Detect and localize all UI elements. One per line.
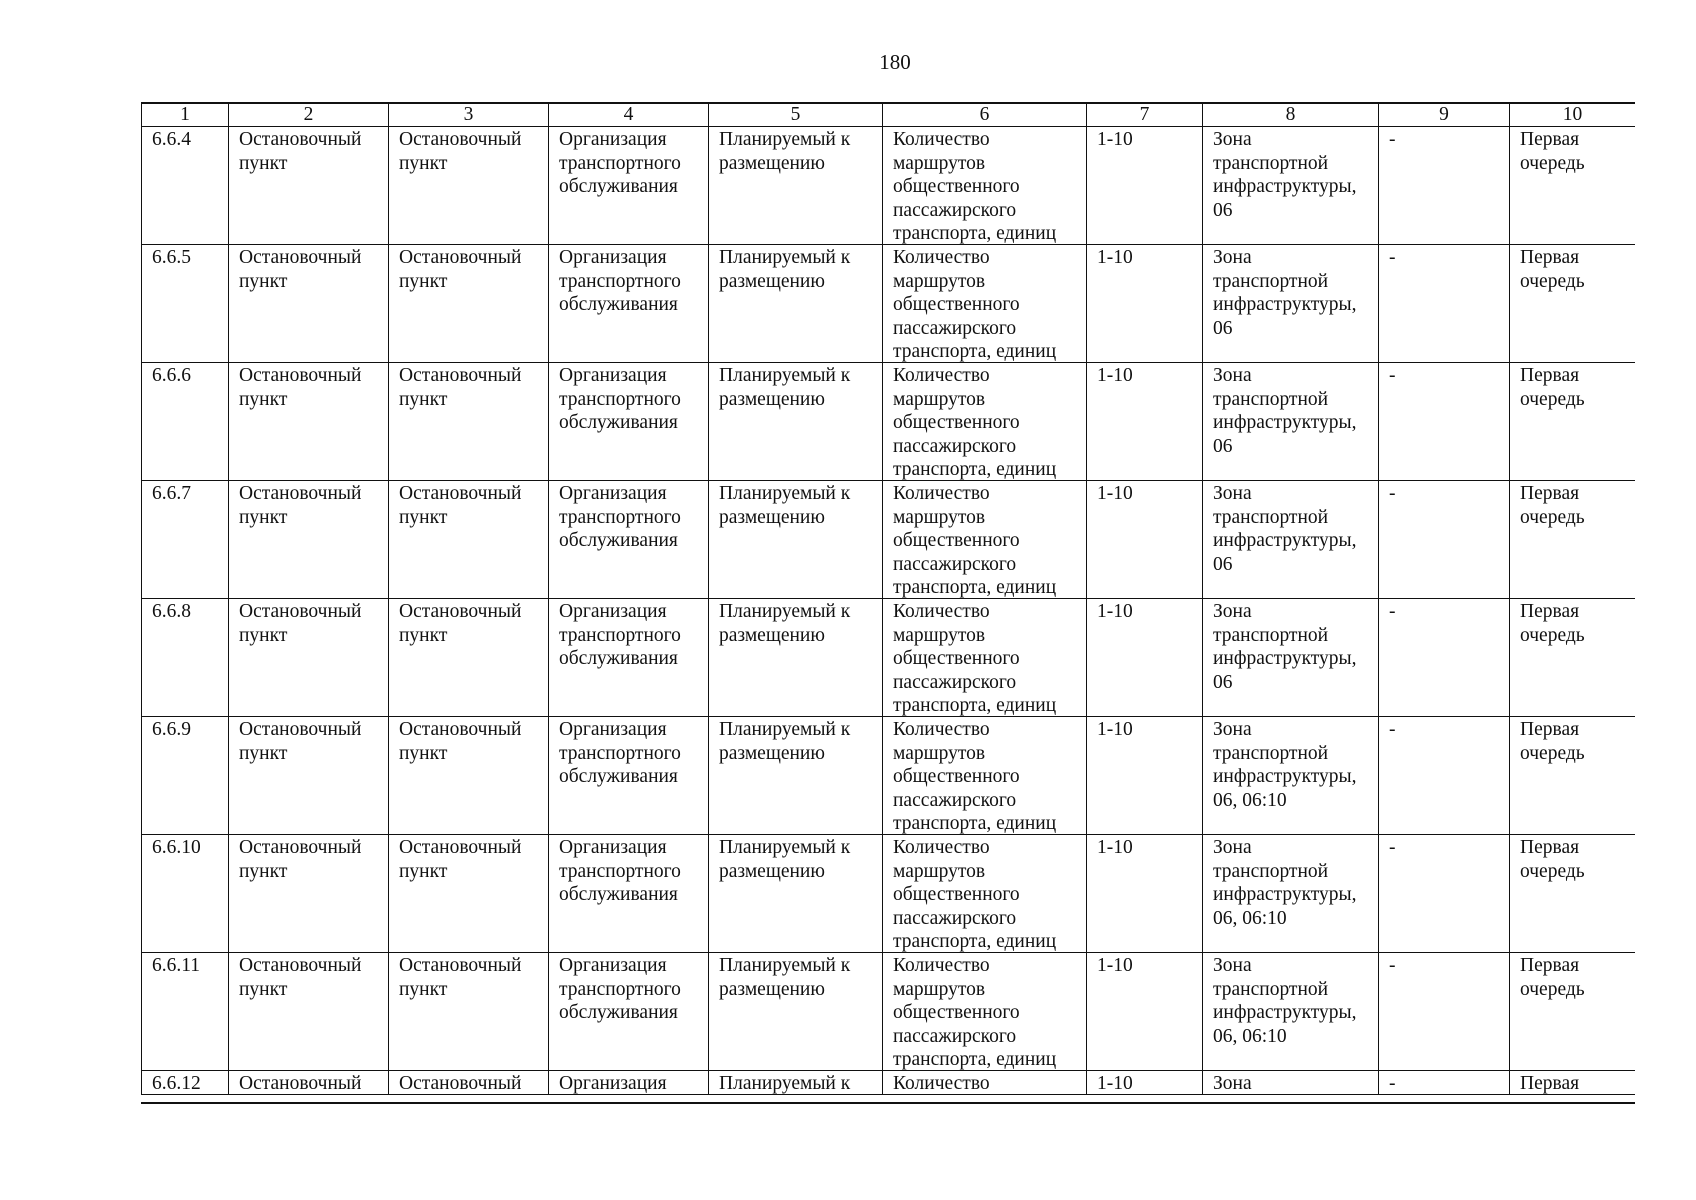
cell-characteristic: Количество маршрутов общественного пассажирского транспорта, единиц xyxy=(883,953,1087,1071)
cell-extra: - xyxy=(1379,245,1510,363)
column-header: 9 xyxy=(1379,103,1510,127)
cell-stage: Первая очередь xyxy=(1510,481,1636,599)
cell-value: 1-10 xyxy=(1087,717,1203,835)
table-row xyxy=(142,1071,1636,1095)
cell-purpose: Организация транспортного обслуживания xyxy=(549,953,709,1071)
cell-stage: Первая очередь xyxy=(1510,953,1636,1071)
table-row xyxy=(142,363,1636,481)
document-table-container xyxy=(141,102,1635,1104)
column-header: 5 xyxy=(709,103,883,127)
cell-type: Остановочный пункт xyxy=(389,127,549,245)
cell-purpose: Организация транспортного обслуживания xyxy=(549,835,709,953)
cell-type: Остановочный пункт xyxy=(389,481,549,599)
cell-zone: Зона транспортной инфраструктуры, 06 xyxy=(1203,245,1379,363)
cell-type: Остановочный пункт xyxy=(389,599,549,717)
cell-status: Планируемый к размещению xyxy=(709,835,883,953)
column-header: 8 xyxy=(1203,103,1379,127)
cell-name: Остановочный пункт xyxy=(229,363,389,481)
cell-status: Планируемый к размещению xyxy=(709,363,883,481)
cell-extra: - xyxy=(1379,1071,1510,1095)
column-header: 4 xyxy=(549,103,709,127)
cell-name: Остановочный пункт xyxy=(229,599,389,717)
cell-zone: Зона транспортной инфраструктуры, 06, 06:10 xyxy=(1203,835,1379,953)
cell-purpose: Организация транспортного обслуживания xyxy=(549,599,709,717)
cell-name: Остановочный пункт xyxy=(229,717,389,835)
cell-stage: Первая очередь xyxy=(1510,245,1636,363)
cell-value: 1-10 xyxy=(1087,599,1203,717)
cell-characteristic: Количество маршрутов общественного пассажирского транспорта, единиц xyxy=(883,363,1087,481)
column-header: 10 xyxy=(1510,103,1636,127)
cell-extra: - xyxy=(1379,599,1510,717)
cell-stage: Первая очередь xyxy=(1510,363,1636,481)
cell-purpose: Организация транспортного обслуживания xyxy=(549,363,709,481)
column-header: 7 xyxy=(1087,103,1203,127)
cell-zone: Зона транспортной инфраструктуры, 06, 06:10 xyxy=(1203,953,1379,1071)
cell-value: 1-10 xyxy=(1087,953,1203,1071)
cell-name: Остановочный пункт xyxy=(229,953,389,1071)
table-row xyxy=(142,245,1636,363)
cell-number: 6.6.4 xyxy=(142,127,229,245)
cell-status: Планируемый к размещению xyxy=(709,599,883,717)
table-row xyxy=(142,953,1636,1071)
cell-value: 1-10 xyxy=(1087,127,1203,245)
table-row xyxy=(142,127,1636,245)
cell-stage: Первая очередь xyxy=(1510,717,1636,835)
cell-number: 6.6.10 xyxy=(142,835,229,953)
column-header: 2 xyxy=(229,103,389,127)
cell-purpose: Организация транспортного обслуживания xyxy=(549,127,709,245)
cell-status: Планируемый к размещению xyxy=(709,245,883,363)
cell-stage: Первая xyxy=(1510,1071,1636,1095)
table-row xyxy=(142,835,1636,953)
cell-status: Планируемый к размещению xyxy=(709,481,883,599)
table-row xyxy=(142,481,1636,599)
cell-status: Планируемый к размещению xyxy=(709,127,883,245)
cell-extra: - xyxy=(1379,363,1510,481)
cell-stage: Первая очередь xyxy=(1510,835,1636,953)
cell-characteristic: Количество маршрутов общественного пассажирского транспорта, единиц xyxy=(883,599,1087,717)
cell-extra: - xyxy=(1379,953,1510,1071)
cell-name: Остановочный пункт xyxy=(229,835,389,953)
cell-purpose: Организация xyxy=(549,1071,709,1095)
cell-extra: - xyxy=(1379,481,1510,599)
cell-number: 6.6.9 xyxy=(142,717,229,835)
cell-zone: Зона xyxy=(1203,1071,1379,1095)
cell-extra: - xyxy=(1379,717,1510,835)
cell-zone: Зона транспортной инфраструктуры, 06 xyxy=(1203,127,1379,245)
document-table xyxy=(141,102,1635,1095)
cell-characteristic: Количество маршрутов общественного пассажирского транспорта, единиц xyxy=(883,245,1087,363)
cell-value: 1-10 xyxy=(1087,363,1203,481)
cell-status: Планируемый к размещению xyxy=(709,953,883,1071)
page-number: 180 xyxy=(879,50,911,74)
table-body xyxy=(142,127,1636,1095)
column-header: 1 xyxy=(142,103,229,127)
cell-value: 1-10 xyxy=(1087,245,1203,363)
cell-type: Остановочный пункт xyxy=(389,717,549,835)
cell-number: 6.6.5 xyxy=(142,245,229,363)
cell-value: 1-10 xyxy=(1087,481,1203,599)
cell-type: Остановочный пункт xyxy=(389,363,549,481)
table-row xyxy=(142,717,1636,835)
cell-characteristic: Количество маршрутов общественного пассажирского транспорта, единиц xyxy=(883,717,1087,835)
cell-type: Остановочный пункт xyxy=(389,835,549,953)
header-row xyxy=(142,103,1636,127)
cell-zone: Зона транспортной инфраструктуры, 06, 06:10 xyxy=(1203,717,1379,835)
cell-zone: Зона транспортной инфраструктуры, 06 xyxy=(1203,481,1379,599)
cell-status: Планируемый к xyxy=(709,1071,883,1095)
cell-number: 6.6.11 xyxy=(142,953,229,1071)
cell-characteristic: Количество xyxy=(883,1071,1087,1095)
cell-characteristic: Количество маршрутов общественного пассажирского транспорта, единиц xyxy=(883,835,1087,953)
cell-number: 6.6.7 xyxy=(142,481,229,599)
cell-name: Остановочный xyxy=(229,1071,389,1095)
cell-characteristic: Количество маршрутов общественного пассажирского транспорта, единиц xyxy=(883,481,1087,599)
table-row xyxy=(142,599,1636,717)
cell-stage: Первая очередь xyxy=(1510,599,1636,717)
cell-number: 6.6.8 xyxy=(142,599,229,717)
cell-number: 6.6.12 xyxy=(142,1071,229,1095)
cell-type: Остановочный пункт xyxy=(389,953,549,1071)
cell-value: 1-10 xyxy=(1087,1071,1203,1095)
cell-characteristic: Количество маршрутов общественного пассажирского транспорта, единиц xyxy=(883,127,1087,245)
cell-value: 1-10 xyxy=(1087,835,1203,953)
cell-type: Остановочный пункт xyxy=(389,245,549,363)
cell-stage: Первая очередь xyxy=(1510,127,1636,245)
cell-purpose: Организация транспортного обслуживания xyxy=(549,717,709,835)
cell-name: Остановочный пункт xyxy=(229,245,389,363)
cell-extra: - xyxy=(1379,127,1510,245)
cell-zone: Зона транспортной инфраструктуры, 06 xyxy=(1203,599,1379,717)
cell-type: Остановочный xyxy=(389,1071,549,1095)
cell-name: Остановочный пункт xyxy=(229,481,389,599)
cell-number: 6.6.6 xyxy=(142,363,229,481)
cell-purpose: Организация транспортного обслуживания xyxy=(549,481,709,599)
column-header: 6 xyxy=(883,103,1087,127)
cell-status: Планируемый к размещению xyxy=(709,717,883,835)
column-header: 3 xyxy=(389,103,549,127)
cell-extra: - xyxy=(1379,835,1510,953)
cell-name: Остановочный пункт xyxy=(229,127,389,245)
cell-purpose: Организация транспортного обслуживания xyxy=(549,245,709,363)
cell-zone: Зона транспортной инфраструктуры, 06 xyxy=(1203,363,1379,481)
